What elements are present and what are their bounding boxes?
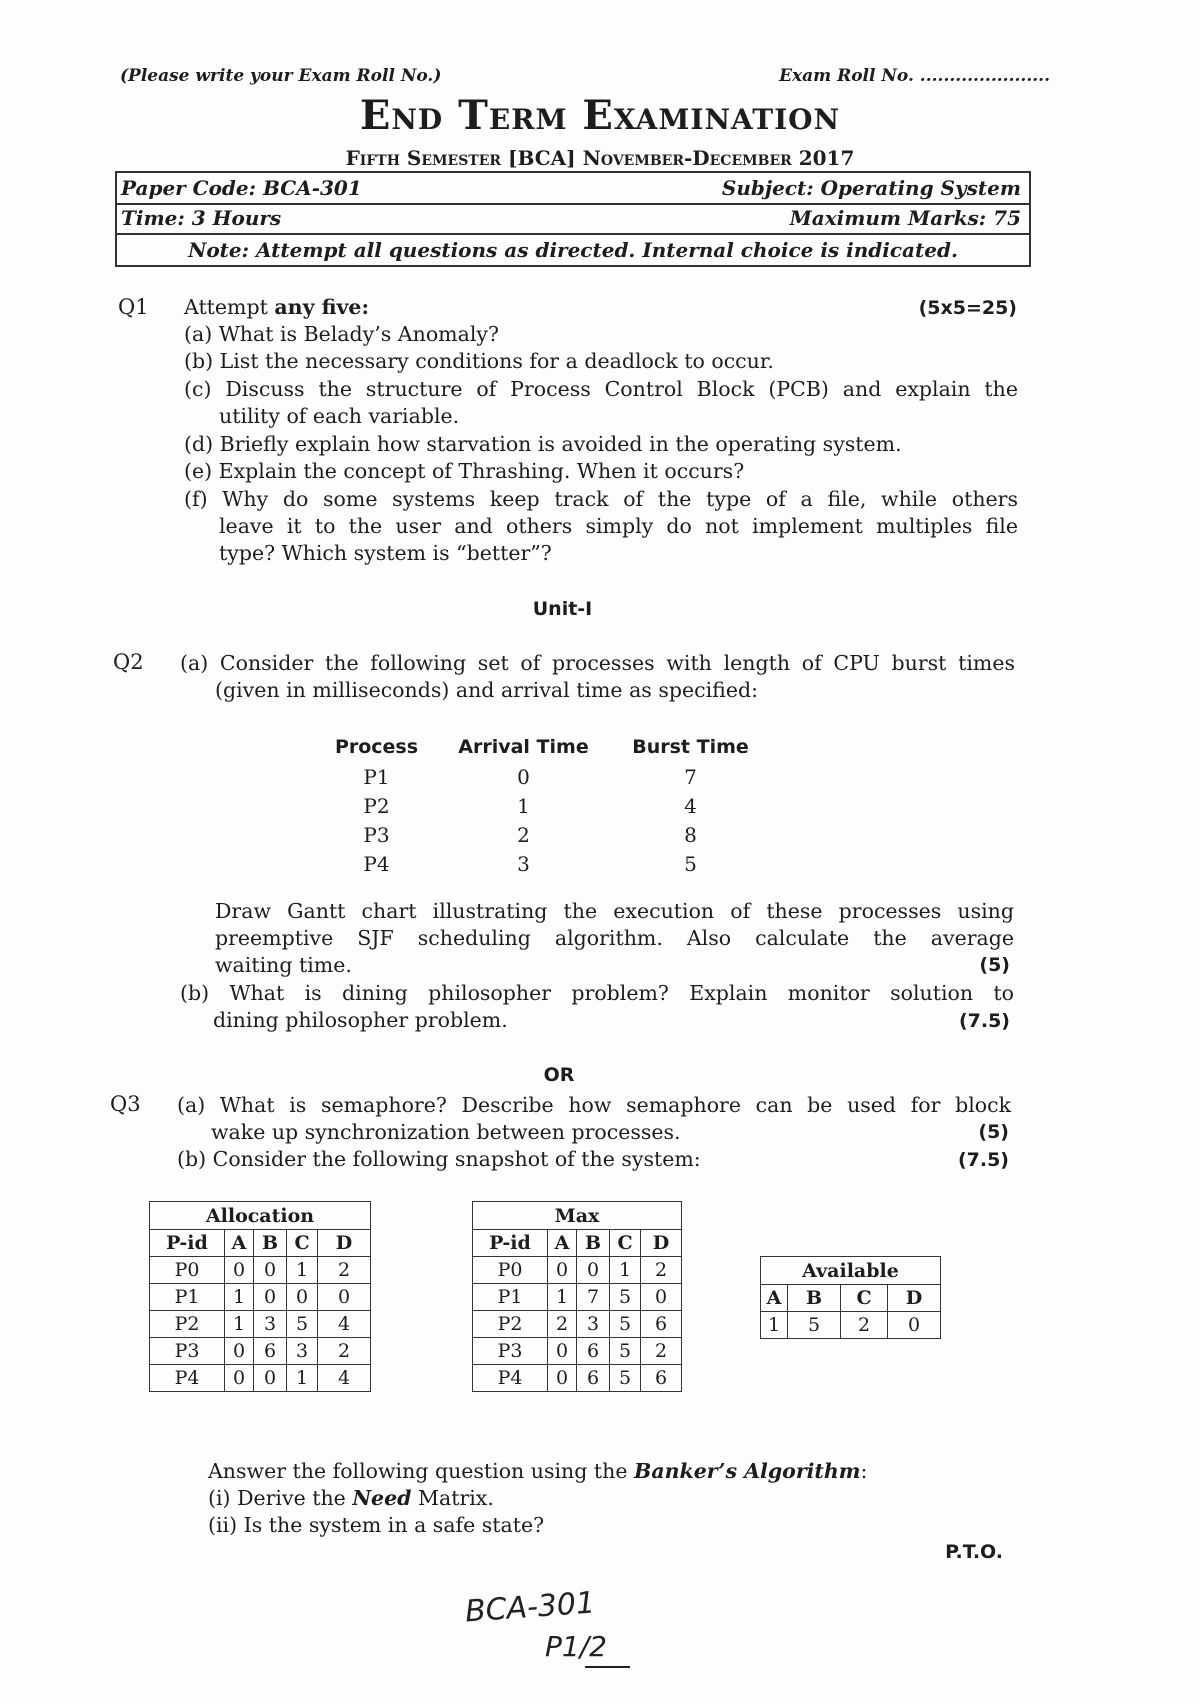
table-cell: 1 [225,1284,254,1311]
table-cell: 5 [610,1365,641,1392]
allocation-table [149,1201,371,1392]
table-cell: P3 [473,1338,548,1365]
table-header: A [548,1230,577,1257]
q2-part-a-line1: (a) Consider the following set of processes with length of CPU burst times [180,651,1015,675]
subject: Subject: Operating System [721,176,1021,200]
q3-b-marks: (7.5) [957,1149,1009,1171]
table-header: B [577,1230,610,1257]
max-title: Max [473,1202,682,1230]
table-cell: P4 [150,1365,225,1392]
handwritten-code: BCA-301 [463,1585,597,1630]
table-header: A [761,1285,788,1312]
table-cell: 5 [788,1312,841,1339]
table-cell: 6 [577,1365,610,1392]
q3-part-ii: (ii) Is the system in a safe state? [208,1513,545,1537]
q3-part-b-line1: (b) Consider the following snapshot of the system: [177,1147,701,1171]
q3-a-marks: (5) [978,1121,1009,1143]
table-cell: 3 [254,1311,287,1338]
table-cell: 1 [287,1257,318,1284]
exam-title: End Term Examination [359,92,841,139]
table-cell: P2 [150,1311,225,1338]
table-header: A [225,1230,254,1257]
table-cell: 0 [548,1338,577,1365]
table-header: D [318,1230,371,1257]
table-cell: 0 [254,1257,287,1284]
process-table-header: Burst Time [632,736,749,758]
q3-part-a-line1: (a) What is semaphore? Describe how semaphore can be used for block [177,1093,1011,1117]
q2-part-b-line1: (b) What is dining philosopher problem? Explain monitor solution to [180,981,1014,1005]
unit-heading: Unit-I [532,598,593,620]
q1-part-a: (a) What is Belady’s Anomaly? [184,322,499,346]
table-cell: 1 [517,793,530,818]
time-allowed: Time: 3 Hours [121,206,282,230]
table-cell: 2 [841,1312,888,1339]
table-cell: 2 [517,822,530,847]
table-cell: 5 [287,1311,318,1338]
table-cell: 3 [287,1338,318,1365]
table-cell: P4 [363,851,390,876]
table-cell: 0 [888,1312,941,1339]
max-table [472,1201,682,1392]
table-cell: P2 [363,793,390,818]
or-divider: OR [543,1064,575,1086]
q1-intro: Attempt any five: [184,295,370,319]
table-header: C [287,1230,318,1257]
q1-part-d: (d) Briefly explain how starvation is avoided in the operating system. [184,432,902,456]
table-header: D [641,1230,682,1257]
table-row [473,1257,682,1284]
table-cell: P0 [473,1257,548,1284]
table-row [150,1365,371,1392]
roll-note: (Please write your Exam Roll No.) [120,66,442,86]
table-cell: 6 [254,1338,287,1365]
table-cell: 0 [548,1365,577,1392]
table-row [318,849,769,878]
table-header: B [788,1285,841,1312]
process-table-header: Arrival Time [458,736,589,758]
table-cell: 8 [684,822,697,847]
table-cell: 3 [577,1311,610,1338]
q2-b-marks: (7.5) [958,1010,1010,1032]
paper-code: Paper Code: BCA-301 [121,176,362,200]
table-row [318,762,769,791]
table-cell: P3 [363,822,390,847]
exam-roll-label: Exam Roll No. ...................... [779,66,1050,86]
table-row [150,1284,371,1311]
q2-part-a-line2: (given in milliseconds) and arrival time as specified: [215,678,758,702]
q2-part-a-line4: preemptive SJF scheduling algorithm. Also calculate the average [215,926,1014,950]
table-cell: 0 [548,1257,577,1284]
table-cell: 6 [641,1365,682,1392]
q2-part-a-line5: waiting time. [215,953,352,977]
table-cell: 5 [684,851,697,876]
table-cell: 4 [318,1365,371,1392]
table-row [150,1257,371,1284]
note-box [115,233,1031,267]
q3-part-i: (i) Derive the Need Matrix. [208,1486,494,1510]
table-cell: 1 [548,1284,577,1311]
available-title: Available [761,1257,941,1285]
q2-a-marks: (5) [979,954,1010,976]
handwritten-page: P1/2 [545,1630,607,1663]
table-cell: 2 [318,1338,371,1365]
q1-part-f-line2: leave it to the user and others simply do not implement multiples file [219,514,1018,538]
table-cell: 0 [225,1365,254,1392]
process-table [318,732,769,878]
table-cell: P2 [473,1311,548,1338]
table-cell: 7 [684,764,697,789]
table-cell: 0 [225,1338,254,1365]
table-cell: 4 [684,793,697,818]
paper-info-box [115,171,1031,205]
allocation-title: Allocation [150,1202,371,1230]
table-cell: 7 [577,1284,610,1311]
table-row [318,820,769,849]
table-cell: 2 [641,1338,682,1365]
table-cell: 0 [254,1365,287,1392]
bankers-instruction: Answer the following question using the Banker’s Algorithm: [208,1459,868,1483]
table-cell: 0 [318,1284,371,1311]
q1-marks: (5x5=25) [918,297,1017,319]
q1-part-f-line1: (f) Why do some systems keep track of the type of a file, while others [184,487,1018,511]
table-cell: 0 [641,1284,682,1311]
table-row [150,1338,371,1365]
table-row [761,1312,941,1339]
table-header: B [254,1230,287,1257]
table-row [473,1365,682,1392]
table-cell: 1 [287,1365,318,1392]
table-cell: 2 [318,1257,371,1284]
table-cell: 1 [761,1312,788,1339]
q1-part-c-line1: (c) Discuss the structure of Process Control Block (PCB) and explain the [184,377,1018,401]
table-cell: P1 [473,1284,548,1311]
table-row [150,1311,371,1338]
table-cell: 0 [287,1284,318,1311]
table-cell: 2 [548,1311,577,1338]
instructions-note: Note: Attempt all questions as directed. Internal choice is indicated. [188,238,958,262]
table-cell: 0 [577,1257,610,1284]
process-table-header: Process [334,736,419,758]
table-cell: 0 [517,764,530,789]
q2-part-a-line3: Draw Gantt chart illustrating the execution of these processes using [215,899,1014,923]
table-header: D [888,1285,941,1312]
handwritten-underline [585,1666,630,1668]
time-marks-row [115,203,1031,233]
table-cell: P1 [150,1284,225,1311]
table-cell: 1 [610,1257,641,1284]
table-cell: 0 [254,1284,287,1311]
table-cell: 5 [610,1338,641,1365]
table-cell: 5 [610,1284,641,1311]
q3-number: Q3 [110,1092,141,1116]
table-cell: 1 [225,1311,254,1338]
q1-part-f-line3: type? Which system is “better”? [219,541,552,565]
q2-number: Q2 [113,650,144,674]
table-cell: P0 [150,1257,225,1284]
table-header: P-id [150,1230,225,1257]
table-cell: 3 [517,851,530,876]
q1-part-b: (b) List the necessary conditions for a deadlock to occur. [184,349,774,373]
q3-part-a-line2: wake up synchronization between processes. [211,1120,681,1144]
table-header: C [610,1230,641,1257]
table-row [473,1338,682,1365]
table-cell: 2 [641,1257,682,1284]
table-cell: 6 [641,1311,682,1338]
table-cell: P4 [473,1365,548,1392]
q1-part-c-line2: utility of each variable. [219,404,460,428]
table-cell: P1 [363,764,390,789]
q1-part-e: (e) Explain the concept of Thrashing. When it occurs? [184,459,745,483]
table-row [473,1311,682,1338]
available-table [760,1256,941,1339]
pto-label: P.T.O. [945,1541,1003,1563]
max-marks: Maximum Marks: 75 [789,206,1021,230]
table-cell: 5 [610,1311,641,1338]
q1-number: Q1 [118,295,149,319]
table-cell: 0 [225,1257,254,1284]
q2-part-b-line2: dining philosopher problem. [213,1008,508,1032]
table-header: C [841,1285,888,1312]
table-row [473,1284,682,1311]
table-cell: 6 [577,1338,610,1365]
table-row [318,791,769,820]
table-header: P-id [473,1230,548,1257]
semester-line: Fifth Semester [BCA] November-December 2017 [345,146,855,170]
table-cell: 4 [318,1311,371,1338]
table-cell: P3 [150,1338,225,1365]
